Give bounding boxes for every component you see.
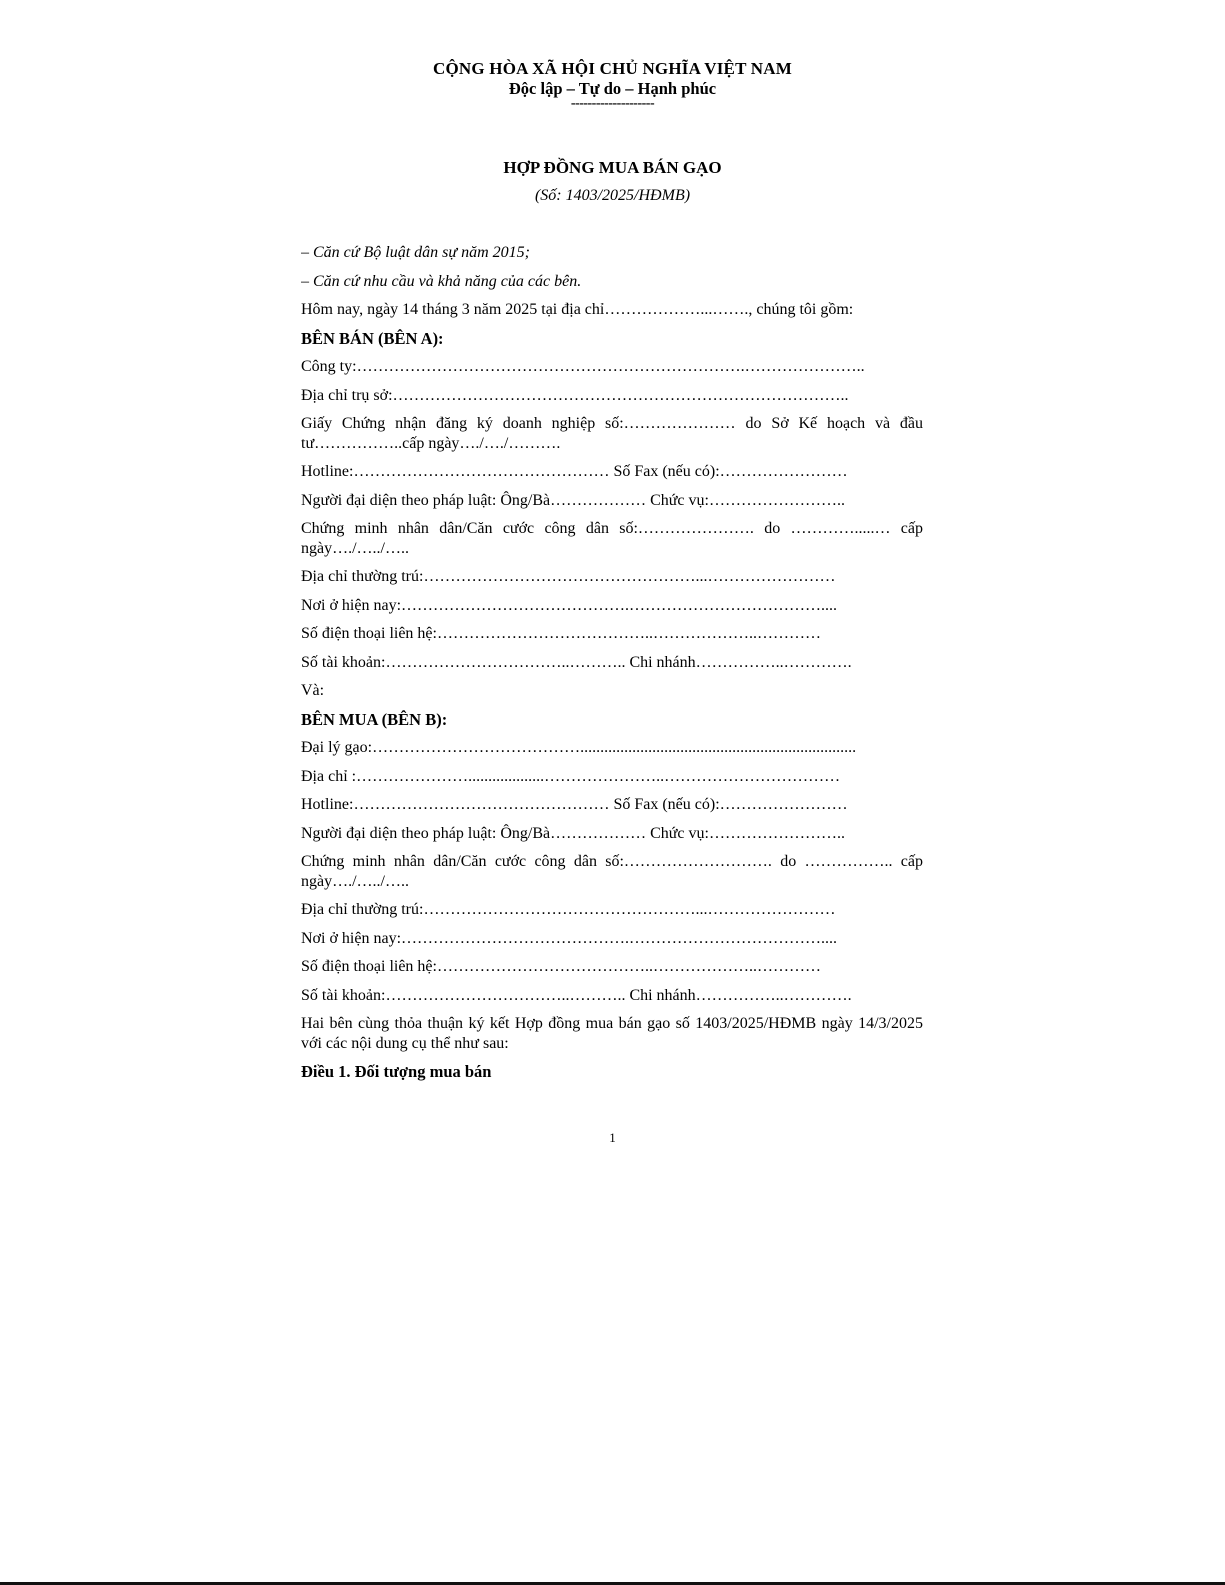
- party-b-address: Địa chỉ :…………………...................…………………..……………………………: [301, 767, 841, 785]
- party-a-company: Công ty:……………………………………………………………….…………………..: [301, 358, 865, 375]
- party-b-bank-account: Số tài khoản:……………………………..……….. Chi nhánh……………..………….: [301, 986, 852, 1004]
- and-label: Và:: [301, 682, 325, 699]
- party-b-agency: Đại lý gạo:………………………………….....................................................................: [301, 739, 857, 756]
- national-motto: Độc lập – Tự do – Hạnh phúc: [508, 79, 717, 98]
- party-a-id-card: Chứng minh nhân dân/Căn cước công dân số:…………………. do ………….....… cấp ngày…./…../…..: [301, 520, 923, 557]
- agreement-statement: Hai bên cùng thỏa thuận ký kết Hợp đồng mua bán gạo số 1403/2025/HĐMB ngày 14/3/2025 với các nội dung cụ thể như sau:: [301, 1015, 923, 1052]
- party-b-hotline: Hotline:………………………………………… Số Fax (nếu có):……………………: [301, 796, 848, 813]
- article-1-heading: Điều 1. Đối tượng mua bán: [301, 1062, 492, 1081]
- party-a-business-registration: Giấy Chứng nhận đăng ký doanh nghiệp số:………………… do Sở Kế hoạch và đầu tư……………..cấp ngày…./…./……….: [301, 415, 923, 452]
- document-number: (Số: 1403/2025/HĐMB): [534, 187, 691, 204]
- legal-basis-1: – Căn cứ Bộ luật dân sự năm 2015;: [301, 244, 530, 261]
- party-a-phone: Số điện thoại liên hệ:…………………………………..………………..…………: [301, 625, 821, 642]
- party-a-permanent-address: Địa chỉ thường trú:……………………………………………...……………………: [301, 568, 836, 585]
- party-b-phone: Số điện thoại liên hệ:…………………………………..………………..…………: [301, 958, 821, 975]
- party-a-current-residence: Nơi ở hiện nay:…………………………………….………………………………....: [301, 596, 838, 614]
- party-a-heading: BÊN BÁN (BÊN A):: [301, 328, 444, 348]
- nation-name: CỘNG HÒA XÃ HỘI CHỦ NGHĨA VIỆT NAM: [433, 59, 792, 78]
- party-b-representative: Người đại diện theo pháp luật: Ông/Bà……………… Chức vụ:……………………..: [301, 824, 845, 842]
- intro-line: Hôm nay, ngày 14 tháng 3 năm 2025 tại địa chỉ………………...……., chúng tôi gồm:: [301, 301, 854, 318]
- page-number: 1: [609, 1130, 616, 1145]
- party-b-heading: BÊN MUA (BÊN B):: [301, 709, 448, 729]
- motto-underline: --------------------: [570, 96, 655, 111]
- party-b-current-residence: Nơi ở hiện nay:…………………………………….………………………………....: [301, 929, 838, 947]
- document-title: HỢP ĐỒNG MUA BÁN GẠO: [503, 158, 722, 177]
- party-a-representative: Người đại diện theo pháp luật: Ông/Bà……………… Chức vụ:……………………..: [301, 491, 845, 509]
- national-header: [0, 58, 1225, 111]
- legal-basis-2: – Căn cứ nhu cầu và khả năng của các bên.: [301, 272, 582, 290]
- contract-body: [301, 243, 923, 1091]
- party-a-hotline: Hotline:………………………………………… Số Fax (nếu có):……………………: [301, 463, 848, 480]
- party-a-head-office: Địa chỉ trụ sở:…………………………………………………………………………..: [301, 386, 849, 404]
- party-a-bank-account: Số tài khoản:……………………………..……….. Chi nhánh……………..………….: [301, 653, 852, 671]
- party-b-permanent-address: Địa chỉ thường trú:……………………………………………...……………………: [301, 901, 836, 918]
- party-b-id-card: Chứng minh nhân dân/Căn cước công dân số:………………………. do …………….. cấp ngày…./…../…..: [301, 853, 923, 890]
